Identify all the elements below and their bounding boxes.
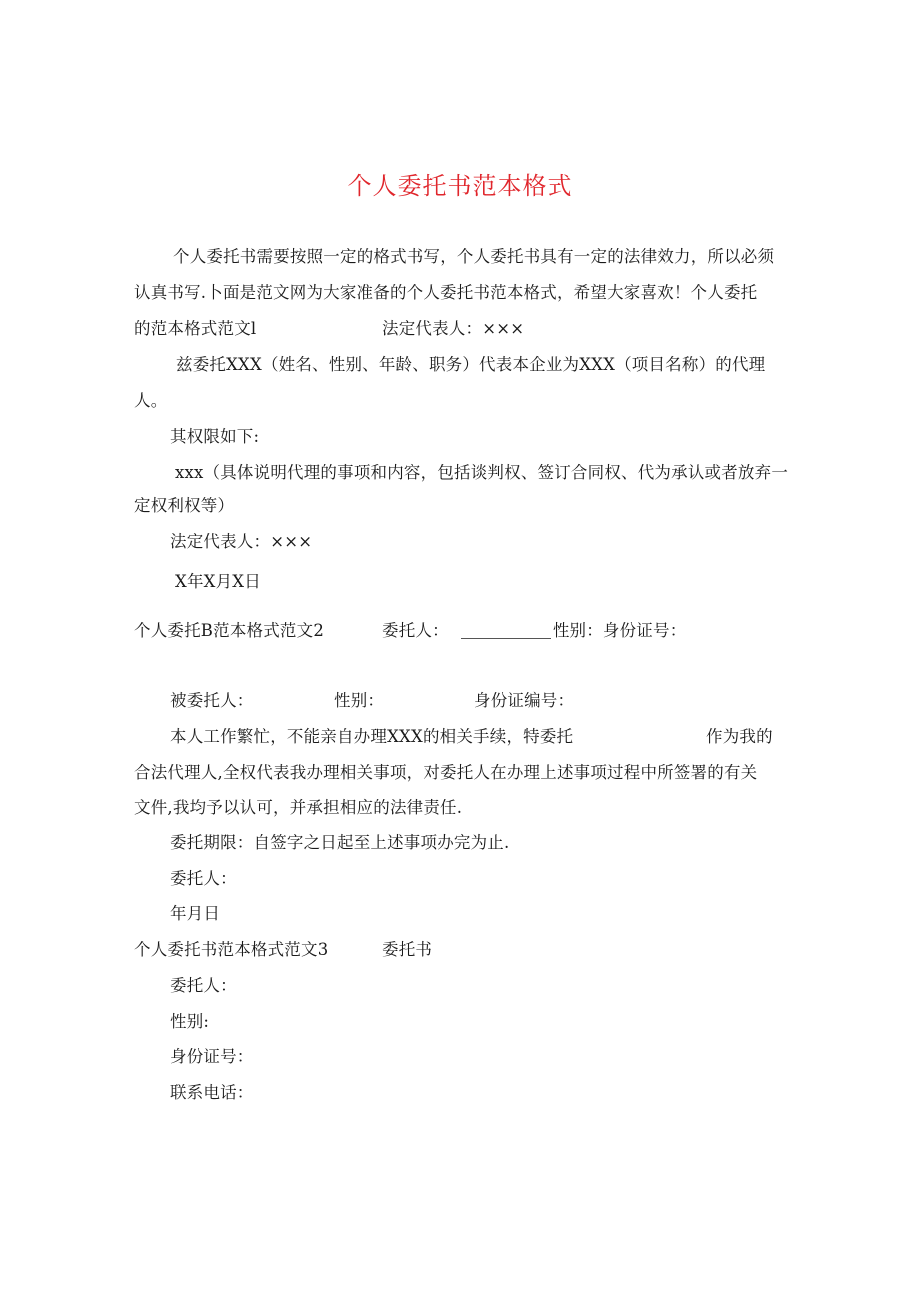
sample3-title: 委托书 <box>382 940 433 959</box>
sample2-body-3: 文件,我均予以认可，并承担相应的法律责任. <box>134 798 463 817</box>
sample3-heading: 个人委托书范本格式范文3 <box>134 940 329 959</box>
sample2-agent-label: 被委托人： <box>170 691 254 710</box>
intro-line-1: 个人委托书需要按照一定的格式书写，个人委托书具有一定的法律效力，所以必须 <box>173 247 775 266</box>
sample3-idcard: 身份证号： <box>170 1047 254 1066</box>
sample1-rep-inline: 法定代表人：××× <box>382 319 525 338</box>
sample3-gender: 性别: <box>170 1012 210 1031</box>
sample3-principal: 委托人： <box>170 976 237 995</box>
sample2-body-1a: 本人工作繁忙，不能亲自办理XXX的相关手续，特委托 <box>170 727 574 746</box>
sample1-detail-line-1: xxx（具体说明代理的事项和内容，包括谈判权、签订合同权、代为承认或者放弃一 <box>175 463 789 482</box>
sample1-date: X年X月X日 <box>175 572 261 591</box>
sample2-body-1b: 作为我的 <box>706 727 773 746</box>
document-title: 个人委托书范本格式 <box>347 172 573 200</box>
intro-line-3: 的范本格式范文l <box>134 319 257 338</box>
sample1-entrust-line-1: 兹委托XXX（姓名、性别、年龄、职务）代表本企业为XXX（项目名称）的代理 <box>176 355 766 374</box>
sample3-phone: 联系电话： <box>170 1083 254 1102</box>
sample2-body-2: 合法代理人,全权代表我办理相关事项，对委托人在办理上述事项过程中所签署的有关 <box>134 763 758 782</box>
sample2-date: 年月日 <box>170 904 221 923</box>
sample2-agent-id: 身份证编号： <box>474 691 575 710</box>
sample1-detail-line-2: 定权利权等） <box>134 496 235 515</box>
sample2-principal <box>382 620 686 642</box>
sample2-principal-label: 委托人： <box>382 621 449 640</box>
sample2-agent-gender: 性别： <box>334 691 385 710</box>
sample1-entrust-line-2: 人。 <box>134 391 168 410</box>
principal-blank-line <box>461 622 551 639</box>
sample2-sign: 委托人： <box>170 869 237 888</box>
sample1-authority: 其权限如下: <box>170 427 260 446</box>
sample2-heading: 个人委托B范本格式范文2 <box>134 621 325 640</box>
sample1-rep: 法定代表人：××× <box>170 532 313 551</box>
sample2-period: 委托期限：自签字之日起至上述事项办完为止. <box>170 833 510 852</box>
sample2-gender-idcard: 性别：身份证号： <box>552 621 687 640</box>
intro-line-2: 认真书写.卜面是范文网为大家准备的个人委托书范本格式，希望大家喜欢！个人委托 <box>134 283 758 302</box>
